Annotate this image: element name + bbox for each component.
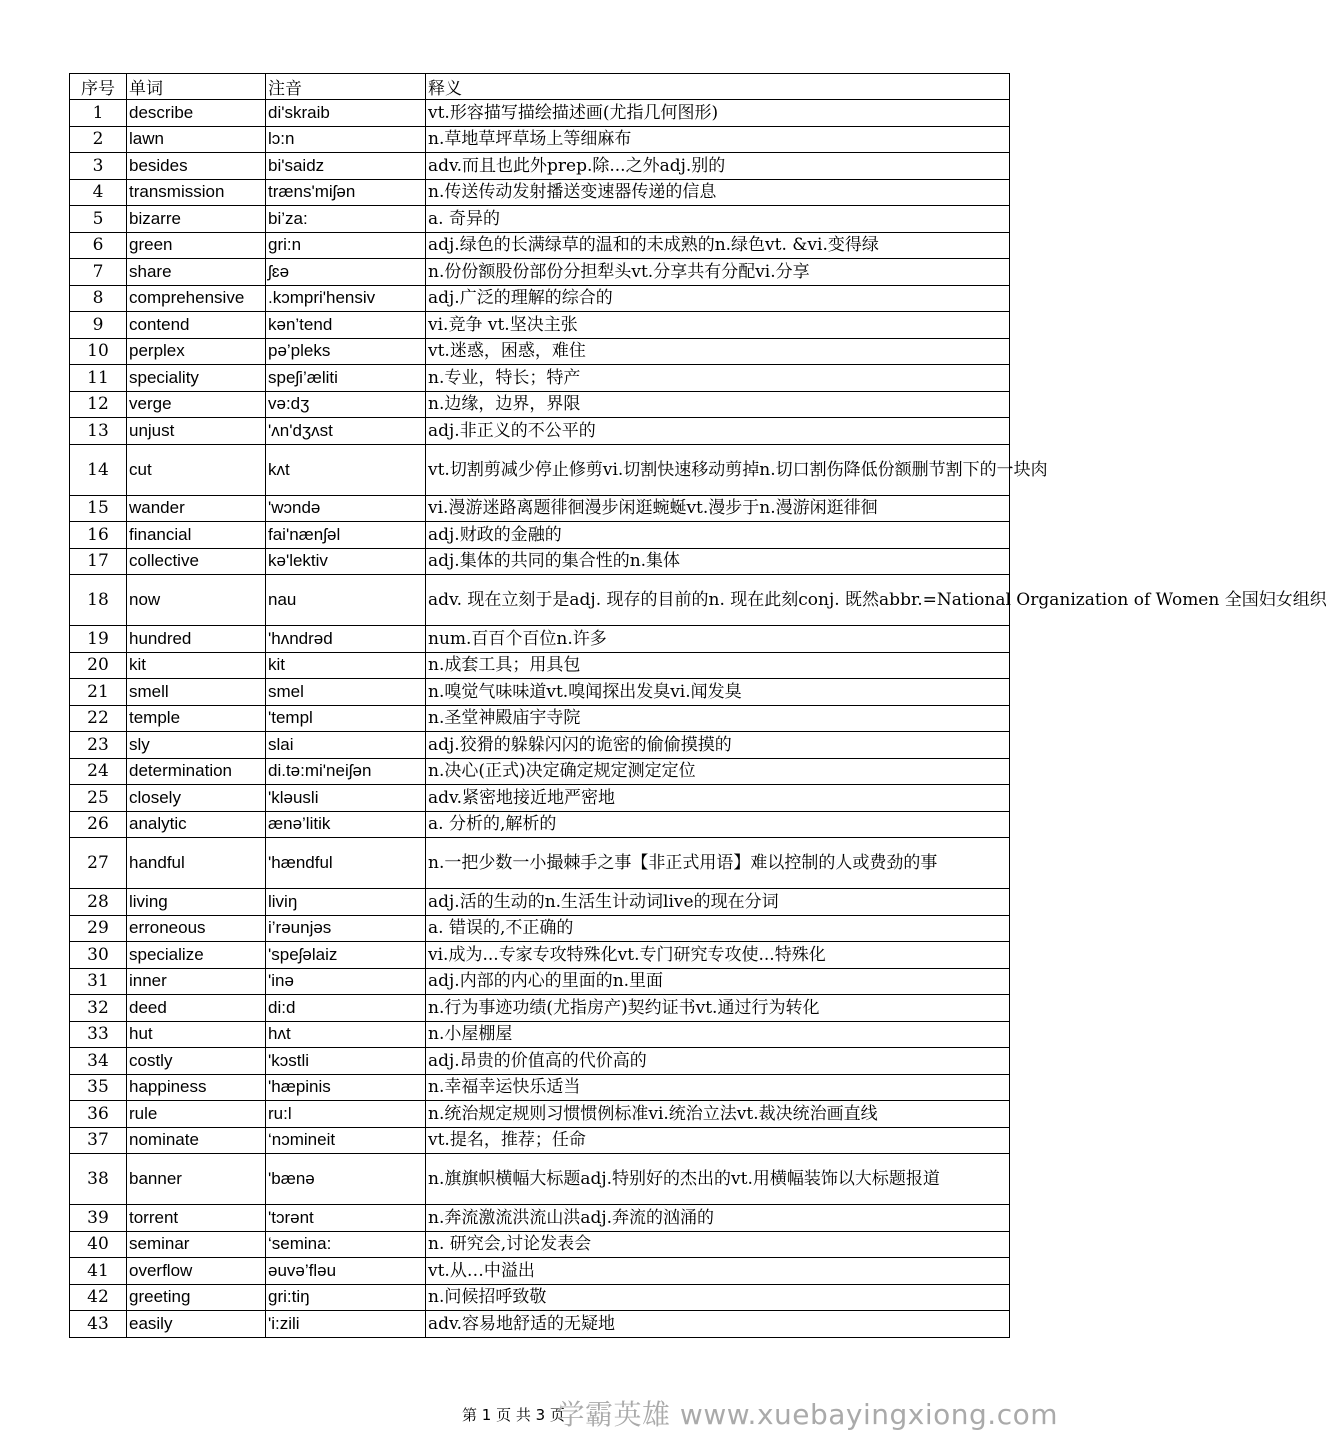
table-row bbox=[70, 575, 1010, 626]
row-definition: vt.形容描写描绘描述画(尤指几何图形) bbox=[426, 100, 1010, 127]
row-word: temple bbox=[127, 705, 266, 732]
row-word: analytic bbox=[127, 811, 266, 838]
row-word: specialize bbox=[127, 942, 266, 969]
row-phonetic: smel bbox=[266, 679, 426, 706]
row-number: 38 bbox=[70, 1154, 127, 1205]
row-definition: n.嗅觉气味味道vt.嗅闻探出发臭vi.闻发臭 bbox=[426, 679, 1010, 706]
row-phonetic: və:dʒ bbox=[266, 391, 426, 418]
row-number: 4 bbox=[70, 179, 127, 206]
row-word: kit bbox=[127, 652, 266, 679]
table-row bbox=[70, 232, 1010, 259]
table-row bbox=[70, 889, 1010, 916]
row-definition: n.一把少数一小撮棘手之事【非正式用语】难以控制的人或费劲的事 bbox=[426, 838, 1010, 889]
row-number: 17 bbox=[70, 548, 127, 575]
row-definition: adj.活的生动的n.生活生计动词live的现在分词 bbox=[426, 889, 1010, 916]
table-row bbox=[70, 1101, 1010, 1128]
table-row bbox=[70, 312, 1010, 339]
row-phonetic: speʃi’æliti bbox=[266, 365, 426, 392]
row-definition: n.边缘，边界，界限 bbox=[426, 391, 1010, 418]
row-phonetic: kit bbox=[266, 652, 426, 679]
table-row bbox=[70, 968, 1010, 995]
row-number: 29 bbox=[70, 915, 127, 942]
row-definition: a. 错误的,不正确的 bbox=[426, 915, 1010, 942]
row-word: nominate bbox=[127, 1127, 266, 1154]
row-phonetic: bi'saidz bbox=[266, 153, 426, 180]
row-phonetic: kən’tend bbox=[266, 312, 426, 339]
row-phonetic: i’rəunjəs bbox=[266, 915, 426, 942]
row-phonetic: hʌt bbox=[266, 1021, 426, 1048]
watermark: 学霸英雄 www.xuebayingxiong.com bbox=[556, 1398, 1058, 1431]
row-word: overflow bbox=[127, 1258, 266, 1285]
table-row bbox=[70, 259, 1010, 286]
table-header-row bbox=[70, 74, 1010, 100]
row-definition: adj.集体的共同的集合性的n.集体 bbox=[426, 548, 1010, 575]
row-definition: adv. 现在立刻于是adj. 现存的目前的n. 现在此刻conj. 既然abbr.=National Organization of Women 全国妇女组织 bbox=[426, 575, 1010, 626]
row-word: torrent bbox=[127, 1205, 266, 1232]
table-row bbox=[70, 1074, 1010, 1101]
table-row bbox=[70, 732, 1010, 759]
row-definition: vt.切割剪减少停止修剪vi.切割快速移动剪掉n.切口割伤降低份额删节割下的一块肉 bbox=[426, 444, 1010, 495]
row-phonetic: 'bænə bbox=[266, 1154, 426, 1205]
table-row bbox=[70, 495, 1010, 522]
row-word: closely bbox=[127, 785, 266, 812]
row-word: collective bbox=[127, 548, 266, 575]
row-word: seminar bbox=[127, 1231, 266, 1258]
row-definition: vi.成为...专家专攻特殊化vt.专门研究专攻使...特殊化 bbox=[426, 942, 1010, 969]
table-row bbox=[70, 1311, 1010, 1338]
table-row bbox=[70, 942, 1010, 969]
row-phonetic: 'kləusli bbox=[266, 785, 426, 812]
row-word: besides bbox=[127, 153, 266, 180]
row-phonetic: pə’pleks bbox=[266, 338, 426, 365]
row-number: 16 bbox=[70, 522, 127, 549]
table-row bbox=[70, 153, 1010, 180]
table-row bbox=[70, 915, 1010, 942]
row-phonetic: bi’za: bbox=[266, 206, 426, 233]
table-row bbox=[70, 679, 1010, 706]
row-definition: a. 分析的,解析的 bbox=[426, 811, 1010, 838]
row-number: 1 bbox=[70, 100, 127, 127]
row-word: happiness bbox=[127, 1074, 266, 1101]
row-number: 26 bbox=[70, 811, 127, 838]
row-phonetic: 'speʃəlaiz bbox=[266, 942, 426, 969]
row-definition: adv.紧密地接近地严密地 bbox=[426, 785, 1010, 812]
row-number: 9 bbox=[70, 312, 127, 339]
row-definition: adj.财政的金融的 bbox=[426, 522, 1010, 549]
row-word: now bbox=[127, 575, 266, 626]
page-number: 第 1 页 共 3 页 bbox=[462, 1406, 565, 1424]
row-number: 15 bbox=[70, 495, 127, 522]
row-word: unjust bbox=[127, 418, 266, 445]
row-word: rule bbox=[127, 1101, 266, 1128]
row-number: 8 bbox=[70, 285, 127, 312]
row-word: erroneous bbox=[127, 915, 266, 942]
row-word: greeting bbox=[127, 1284, 266, 1311]
table-row bbox=[70, 126, 1010, 153]
row-number: 3 bbox=[70, 153, 127, 180]
row-word: transmission bbox=[127, 179, 266, 206]
row-definition: n.决心(正式)决定确定规定测定定位 bbox=[426, 758, 1010, 785]
row-phonetic: fai'nænʃəl bbox=[266, 522, 426, 549]
row-word: inner bbox=[127, 968, 266, 995]
table-row bbox=[70, 391, 1010, 418]
row-number: 12 bbox=[70, 391, 127, 418]
row-word: financial bbox=[127, 522, 266, 549]
row-phonetic: gri:tiŋ bbox=[266, 1284, 426, 1311]
row-definition: adj.广泛的理解的综合的 bbox=[426, 285, 1010, 312]
table-row bbox=[70, 1154, 1010, 1205]
table-row bbox=[70, 522, 1010, 549]
table-row bbox=[70, 1048, 1010, 1075]
row-phonetic: træns'miʃən bbox=[266, 179, 426, 206]
row-definition: vi.竞争 vt.坚决主张 bbox=[426, 312, 1010, 339]
row-word: cut bbox=[127, 444, 266, 495]
row-definition: n.圣堂神殿庙宇寺院 bbox=[426, 705, 1010, 732]
row-word: green bbox=[127, 232, 266, 259]
table-row bbox=[70, 365, 1010, 392]
row-phonetic: 'i:zili bbox=[266, 1311, 426, 1338]
row-phonetic: .kɔmpri'hensiv bbox=[266, 285, 426, 312]
row-phonetic: 'hændful bbox=[266, 838, 426, 889]
header-number: 序号 bbox=[70, 74, 127, 100]
row-phonetic: ru:l bbox=[266, 1101, 426, 1128]
row-definition: n.小屋棚屋 bbox=[426, 1021, 1010, 1048]
row-definition: n.问候招呼致敬 bbox=[426, 1284, 1010, 1311]
row-definition: n. 研究会,讨论发表会 bbox=[426, 1231, 1010, 1258]
row-phonetic: nau bbox=[266, 575, 426, 626]
table-body bbox=[70, 100, 1327, 1338]
row-phonetic: 'kɔstli bbox=[266, 1048, 426, 1075]
row-word: comprehensive bbox=[127, 285, 266, 312]
row-number: 39 bbox=[70, 1205, 127, 1232]
row-definition: adj.内部的内心的里面的n.里面 bbox=[426, 968, 1010, 995]
row-number: 20 bbox=[70, 652, 127, 679]
row-number: 21 bbox=[70, 679, 127, 706]
row-phonetic: 'hʌndrəd bbox=[266, 626, 426, 653]
row-word: lawn bbox=[127, 126, 266, 153]
row-phonetic: əuvə’fləu bbox=[266, 1258, 426, 1285]
row-definition: n.统治规定规则习惯惯例标准vi.统治立法vt.裁决统治画直线 bbox=[426, 1101, 1010, 1128]
header-definition: 释义 bbox=[426, 74, 1010, 100]
row-word: speciality bbox=[127, 365, 266, 392]
header-word: 单词 bbox=[127, 74, 266, 100]
row-definition: vt.从…中溢出 bbox=[426, 1258, 1010, 1285]
row-word: share bbox=[127, 259, 266, 286]
row-definition: adj.非正义的不公平的 bbox=[426, 418, 1010, 445]
row-phonetic: ʃɛə bbox=[266, 259, 426, 286]
table-row bbox=[70, 548, 1010, 575]
row-phonetic: di:d bbox=[266, 995, 426, 1022]
row-phonetic: lɔ:n bbox=[266, 126, 426, 153]
vocabulary-table bbox=[69, 73, 1327, 1338]
row-phonetic: 'wɔndə bbox=[266, 495, 426, 522]
row-phonetic: ‘nɔmineit bbox=[266, 1127, 426, 1154]
row-word: verge bbox=[127, 391, 266, 418]
table-row bbox=[70, 1021, 1010, 1048]
row-definition: adj.狡猾的躲躲闪闪的诡密的偷偷摸摸的 bbox=[426, 732, 1010, 759]
row-definition: n.草地草坪草场上等细麻布 bbox=[426, 126, 1010, 153]
row-word: contend bbox=[127, 312, 266, 339]
row-number: 18 bbox=[70, 575, 127, 626]
row-definition: a. 奇异的 bbox=[426, 206, 1010, 233]
table-row bbox=[70, 705, 1010, 732]
row-number: 27 bbox=[70, 838, 127, 889]
table-row bbox=[70, 652, 1010, 679]
row-definition: num.百百个百位n.许多 bbox=[426, 626, 1010, 653]
row-number: 40 bbox=[70, 1231, 127, 1258]
row-phonetic: ‘semina: bbox=[266, 1231, 426, 1258]
row-number: 41 bbox=[70, 1258, 127, 1285]
row-word: costly bbox=[127, 1048, 266, 1075]
row-number: 35 bbox=[70, 1074, 127, 1101]
row-word: banner bbox=[127, 1154, 266, 1205]
table-row bbox=[70, 285, 1010, 312]
row-word: smell bbox=[127, 679, 266, 706]
row-number: 28 bbox=[70, 889, 127, 916]
row-word: describe bbox=[127, 100, 266, 127]
row-word: determination bbox=[127, 758, 266, 785]
table-row bbox=[70, 1231, 1010, 1258]
row-word: bizarre bbox=[127, 206, 266, 233]
row-definition: adj.绿色的长满绿草的温和的未成熟的n.绿色vt. &vi.变得绿 bbox=[426, 232, 1010, 259]
row-word: easily bbox=[127, 1311, 266, 1338]
table-row bbox=[70, 995, 1010, 1022]
row-number: 32 bbox=[70, 995, 127, 1022]
row-definition: adv.而且也此外prep.除...之外adj.别的 bbox=[426, 153, 1010, 180]
row-number: 5 bbox=[70, 206, 127, 233]
row-number: 2 bbox=[70, 126, 127, 153]
row-number: 10 bbox=[70, 338, 127, 365]
row-phonetic: gri:n bbox=[266, 232, 426, 259]
row-definition: adv.容易地舒适的无疑地 bbox=[426, 1311, 1010, 1338]
row-definition: n.成套工具；用具包 bbox=[426, 652, 1010, 679]
row-number: 42 bbox=[70, 1284, 127, 1311]
row-phonetic: di'skraib bbox=[266, 100, 426, 127]
table-row bbox=[70, 179, 1010, 206]
row-number: 13 bbox=[70, 418, 127, 445]
table-row bbox=[70, 838, 1010, 889]
row-phonetic: di.tə:mi'neiʃən bbox=[266, 758, 426, 785]
row-definition: vt.提名，推荐；任命 bbox=[426, 1127, 1010, 1154]
header-phonetic: 注音 bbox=[266, 74, 426, 100]
row-phonetic: ænə’litik bbox=[266, 811, 426, 838]
row-number: 33 bbox=[70, 1021, 127, 1048]
table-row bbox=[70, 418, 1010, 445]
row-definition: n.专业，特长；特产 bbox=[426, 365, 1010, 392]
table-row bbox=[70, 206, 1010, 233]
row-number: 36 bbox=[70, 1101, 127, 1128]
row-number: 34 bbox=[70, 1048, 127, 1075]
row-number: 43 bbox=[70, 1311, 127, 1338]
row-definition: vi.漫游迷路离题徘徊漫步闲逛蜿蜒vt.漫步于n.漫游闲逛徘徊 bbox=[426, 495, 1010, 522]
table-row bbox=[70, 338, 1010, 365]
row-definition: n.幸福幸运快乐适当 bbox=[426, 1074, 1010, 1101]
row-word: hundred bbox=[127, 626, 266, 653]
row-number: 24 bbox=[70, 758, 127, 785]
table-row bbox=[70, 811, 1010, 838]
row-word: living bbox=[127, 889, 266, 916]
table-row bbox=[70, 100, 1010, 127]
row-number: 22 bbox=[70, 705, 127, 732]
row-word: sly bbox=[127, 732, 266, 759]
table-row bbox=[70, 444, 1010, 495]
row-word: wander bbox=[127, 495, 266, 522]
row-definition: vt.迷惑，困惑，难住 bbox=[426, 338, 1010, 365]
row-phonetic: 'hæpinis bbox=[266, 1074, 426, 1101]
row-phonetic: kʌt bbox=[266, 444, 426, 495]
table-row bbox=[70, 1284, 1010, 1311]
row-number: 31 bbox=[70, 968, 127, 995]
row-definition: adj.昂贵的价值高的代价高的 bbox=[426, 1048, 1010, 1075]
row-phonetic: liviŋ bbox=[266, 889, 426, 916]
row-phonetic: slai bbox=[266, 732, 426, 759]
table-row bbox=[70, 626, 1010, 653]
row-number: 7 bbox=[70, 259, 127, 286]
row-number: 37 bbox=[70, 1127, 127, 1154]
row-definition: n.行为事迹功绩(尤指房产)契约证书vt.通过行为转化 bbox=[426, 995, 1010, 1022]
row-word: perplex bbox=[127, 338, 266, 365]
row-number: 6 bbox=[70, 232, 127, 259]
row-number: 25 bbox=[70, 785, 127, 812]
row-definition: n.传送传动发射播送变速器传递的信息 bbox=[426, 179, 1010, 206]
row-phonetic: 'templ bbox=[266, 705, 426, 732]
row-phonetic: kə'lektiv bbox=[266, 548, 426, 575]
table-row bbox=[70, 1205, 1010, 1232]
table-row bbox=[70, 785, 1010, 812]
row-number: 30 bbox=[70, 942, 127, 969]
row-definition: n.奔流激流洪流山洪adj.奔流的汹涌的 bbox=[426, 1205, 1010, 1232]
row-word: hut bbox=[127, 1021, 266, 1048]
table-row bbox=[70, 758, 1010, 785]
table-row bbox=[70, 1127, 1010, 1154]
row-phonetic: 'tɔrənt bbox=[266, 1205, 426, 1232]
row-number: 23 bbox=[70, 732, 127, 759]
row-word: deed bbox=[127, 995, 266, 1022]
row-phonetic: 'ʌn'dʒʌst bbox=[266, 418, 426, 445]
row-number: 11 bbox=[70, 365, 127, 392]
row-definition: n.旗旗帜横幅大标题adj.特别好的杰出的vt.用横幅装饰以大标题报道 bbox=[426, 1154, 1010, 1205]
table-row bbox=[70, 1258, 1010, 1285]
row-number: 14 bbox=[70, 444, 127, 495]
row-phonetic: 'inə bbox=[266, 968, 426, 995]
row-word: handful bbox=[127, 838, 266, 889]
row-definition: n.份份额股份部份分担犁头vt.分享共有分配vi.分享 bbox=[426, 259, 1010, 286]
row-number: 19 bbox=[70, 626, 127, 653]
